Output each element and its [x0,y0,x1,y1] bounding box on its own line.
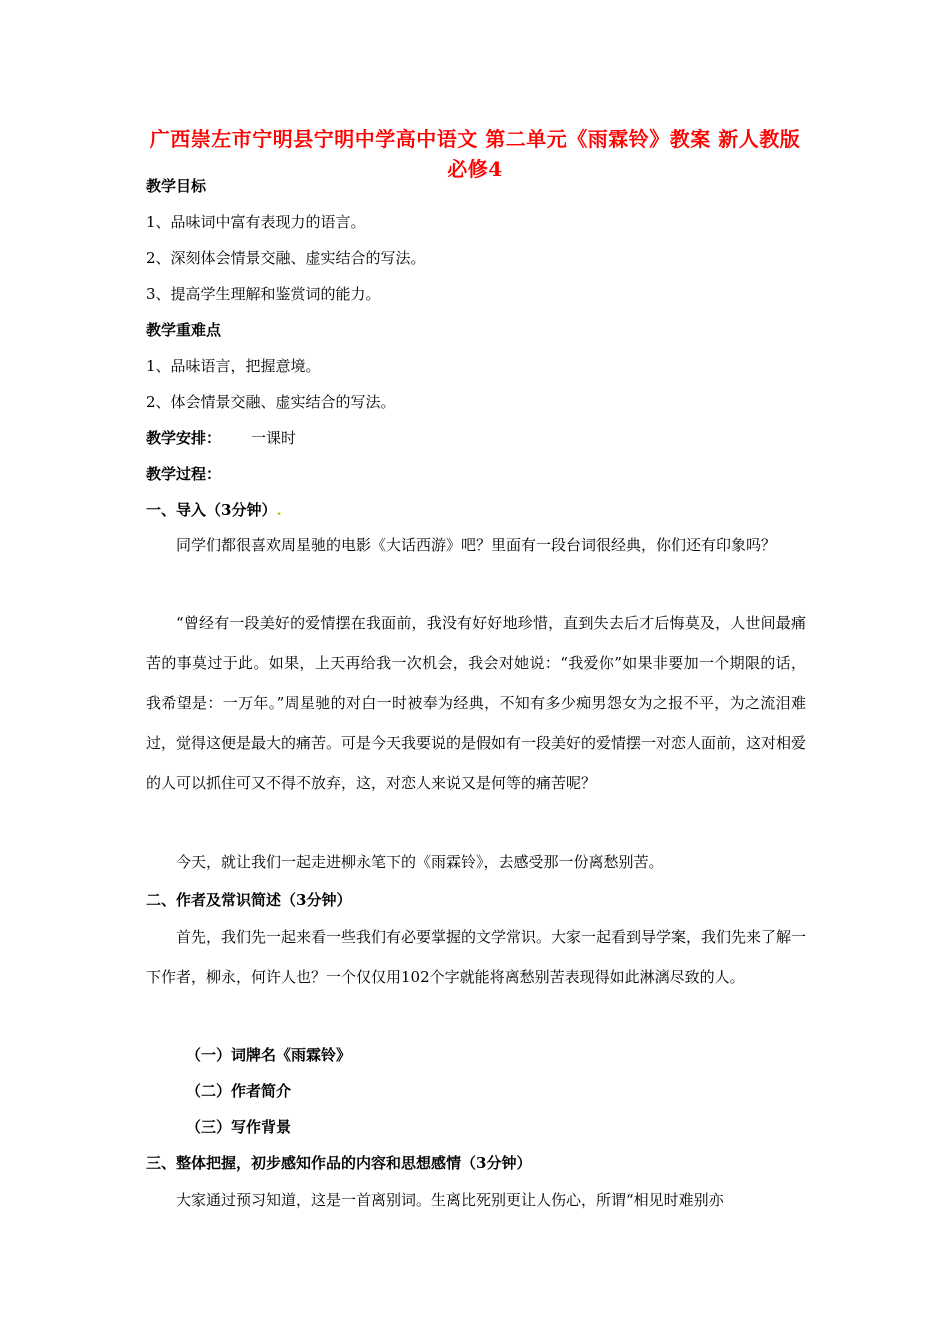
section1-mark: . [276,501,282,519]
key-points-heading: 教学重难点 [146,321,222,339]
goal-item-3: 3、提高学生理解和鉴赏词的能力。 [146,285,381,303]
goal-item-2: 2、深刻体会情景交融、虚实结合的写法。 [146,249,426,267]
section1-para3: 今天，就让我们一起走进柳永笔下的《雨霖铃》，去感受那一份离愁别苦。 [176,853,664,871]
schedule-value: 一课时 [251,429,297,447]
section2-sub1: （一）词牌名《雨霖铃》 [186,1046,352,1064]
section2-para1: 首先，我们先一起来看一些我们有必要掌握的文学常识。大家一起看到导学案，我们先来了解一下作者，柳永，何许人也？一个仅仅用102个字就能将离愁别苦表现得如此淋漓尽致的人。 [146,928,807,986]
section1-para1: 同学们都很喜欢周星驰的电影《大话西游》吧？里面有一段台词很经典，你们还有印象吗？ [176,536,777,554]
goal-item-1: 1、品味词中富有表现力的语言。 [146,213,366,231]
section1-para2: “曾经有一段美好的爱情摆在我面前，我没有好好地珍惜，直到失去后才后悔莫及，人世间最痛苦的事莫过于此。如果，上天再给我一次机会，我会对她说：“我爱你”如果非要加一个期限的话，我希望是：一万年。”周星驰的对白一时被奉为经典，不知有多少痴男怨女为之报不平，为之流泪难过，觉得这便是最大的痛苦。可是今天我要说的是假如有一段美好的爱情摆一对恋人面前，这对相爱的人可以抓住可又不得不放弃，这，对恋人来说又是何等的痛苦呢？ [146,614,807,792]
schedule-line [146,428,296,448]
section1-heading: 一、导入（3分钟） [146,501,277,519]
section3-para1: 大家通过预习知道，这是一首离别词。生离比死别更让人伤心，所谓“相见时难别亦 [176,1191,724,1209]
key-point-item-1: 1、品味语言，把握意境。 [146,357,321,375]
section2-heading: 二、作者及常识简述（3分钟） [146,891,352,909]
section2-sub3: （三）写作背景 [186,1118,292,1136]
schedule-label: 教学安排： [146,429,222,447]
section3-heading: 三、整体把握，初步感知作品的内容和思想感情（3分钟） [146,1154,532,1172]
process-heading: 教学过程： [146,465,222,483]
key-point-item-2: 2、体会情景交融、虚实结合的写法。 [146,393,396,411]
document-title: 广西崇左市宁明县宁明中学高中语文 第二单元《雨霖铃》教案 新人教版必修4 [149,127,801,181]
section1-heading-line [146,500,282,520]
section2-sub2: （二）作者简介 [186,1082,292,1100]
goals-heading: 教学目标 [146,177,207,195]
